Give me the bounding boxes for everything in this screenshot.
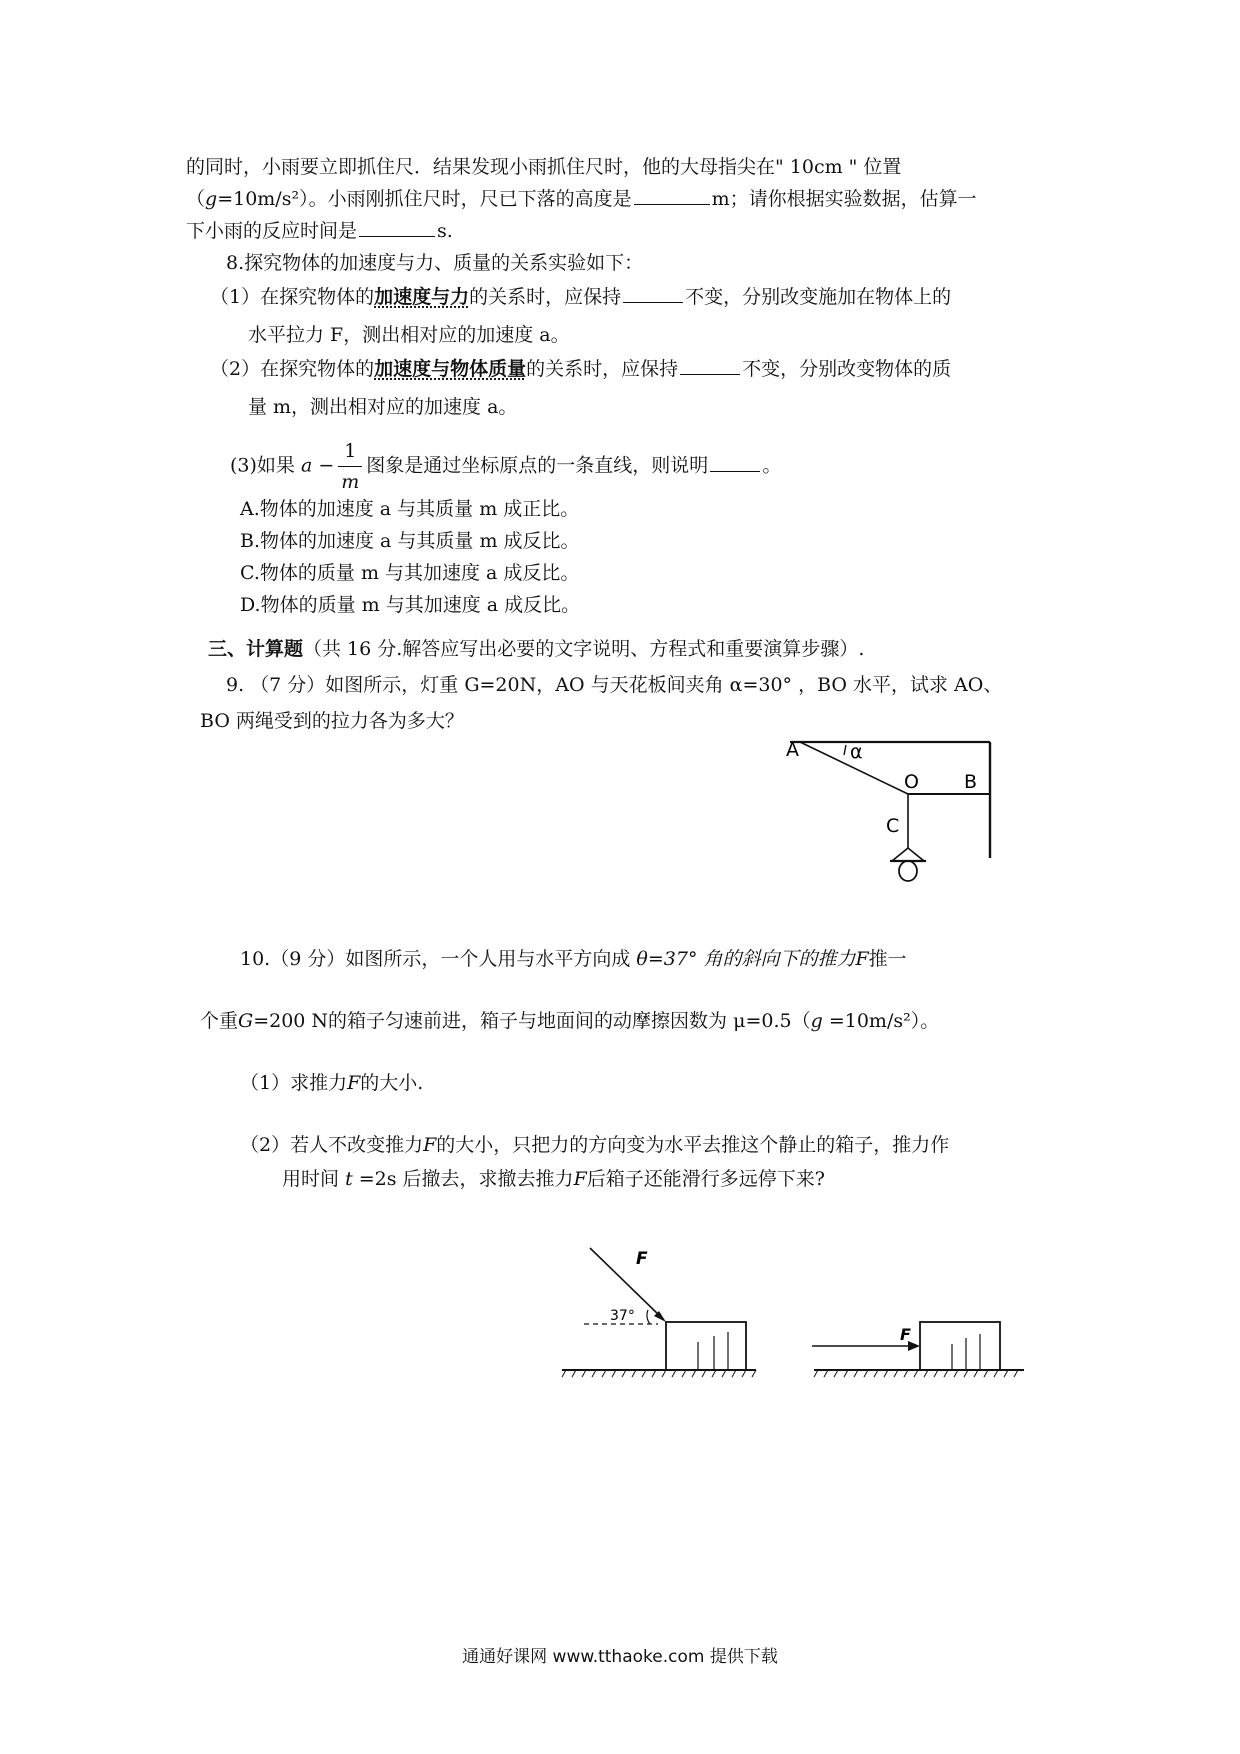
q8-part-3: (3)如果 a − $\frac{1}{m}$ 图象是通过坐标原点的一条直线，则说明 。 (230, 436, 781, 497)
q10-figure-horizontal (810, 1300, 1030, 1392)
label-b: B (964, 771, 978, 793)
label-force: F (900, 1325, 911, 1344)
q7-line-2: （g=10m/s²）。小雨刚抓住尺时，尺已下落的高度是 m；请你根据实验数据，估算一 (186, 188, 977, 210)
answer-blank (680, 356, 740, 375)
label-force: F (636, 1249, 648, 1269)
section-3-heading: 三、计算题（共 16 分.解答应写出必要的文字说明、方程式和重要演算步骤）. (208, 638, 865, 660)
label-o: O (904, 771, 919, 793)
answer-blank (359, 218, 435, 237)
q10-line-1: 10.（9 分）如图所示，一个人用与水平方向成 θ=37° 角的斜向下的推力F推一 (240, 948, 907, 970)
q8-part-1-cont: 水平拉力 F，测出相对应的加速度 a。 (248, 324, 570, 346)
q9-figure (780, 728, 1010, 886)
q8-title: 8.探究物体的加速度与力、质量的关系实验如下： (226, 252, 644, 274)
q8-option-a: A.物体的加速度 a 与其质量 m 成正比。 (240, 498, 580, 520)
q8-part-2: （2）在探究物体的加速度与物体质量的关系时，应保持 不变，分别改变物体的质 (210, 358, 952, 380)
label-alpha: α (850, 741, 863, 763)
q10-line-2: 个重G=200 N的箱子匀速前进，箱子与地面间的动摩擦因数为 μ=0.5（g =10m/s²）。 (200, 1010, 940, 1032)
q10-part-2: （2）若人不改变推力F的大小，只把力的方向变为水平去推这个静止的箱子，推力作 (240, 1134, 950, 1156)
label-a: A (786, 739, 799, 761)
q7-line-3: 下小雨的反应时间是 s. (186, 220, 453, 242)
q9-line-1: 9. （7 分）如图所示，灯重 G=20N，AO 与天花板间夹角 α=30° ，BO 水平，试求 AO、 (226, 674, 1003, 696)
q8-part-2-cont: 量 m，测出相对应的加速度 a。 (248, 396, 518, 418)
q8-option-b: B.物体的加速度 a 与其质量 m 成反比。 (240, 530, 580, 552)
page-footer: 通通好课网 www.tthaoke.com 提供下载 (462, 1647, 778, 1667)
q10-part-2-cont: 用时间 t =2s 后撤去，求撤去推力F后箱子还能滑行多远停下来? (282, 1168, 825, 1190)
fraction: $\frac{1}{m}$ (338, 436, 362, 497)
q8-option-d: D.物体的质量 m 与其加速度 a 成反比。 (240, 594, 581, 616)
answer-blank (634, 186, 710, 205)
label-angle: 37° (610, 1308, 635, 1324)
q10-figure-oblique (560, 1236, 760, 1392)
q10-part-1: （1）求推力F的大小. (240, 1072, 424, 1094)
answer-blank (710, 453, 760, 472)
label-c: C (886, 815, 900, 837)
q8-option-c: C.物体的质量 m 与其加速度 a 成反比。 (240, 562, 580, 584)
q9-line-2: BO 两绳受到的拉力各为多大？ (200, 710, 464, 732)
answer-blank (623, 284, 683, 303)
q8-part-1: （1）在探究物体的加速度与力的关系时，应保持 不变，分别改变施加在物体上的 (210, 286, 952, 308)
q7-line-1: 的同时，小雨要立即抓住尺．结果发现小雨抓住尺时，他的大母指尖在" 10cm " 位置 (186, 156, 902, 178)
